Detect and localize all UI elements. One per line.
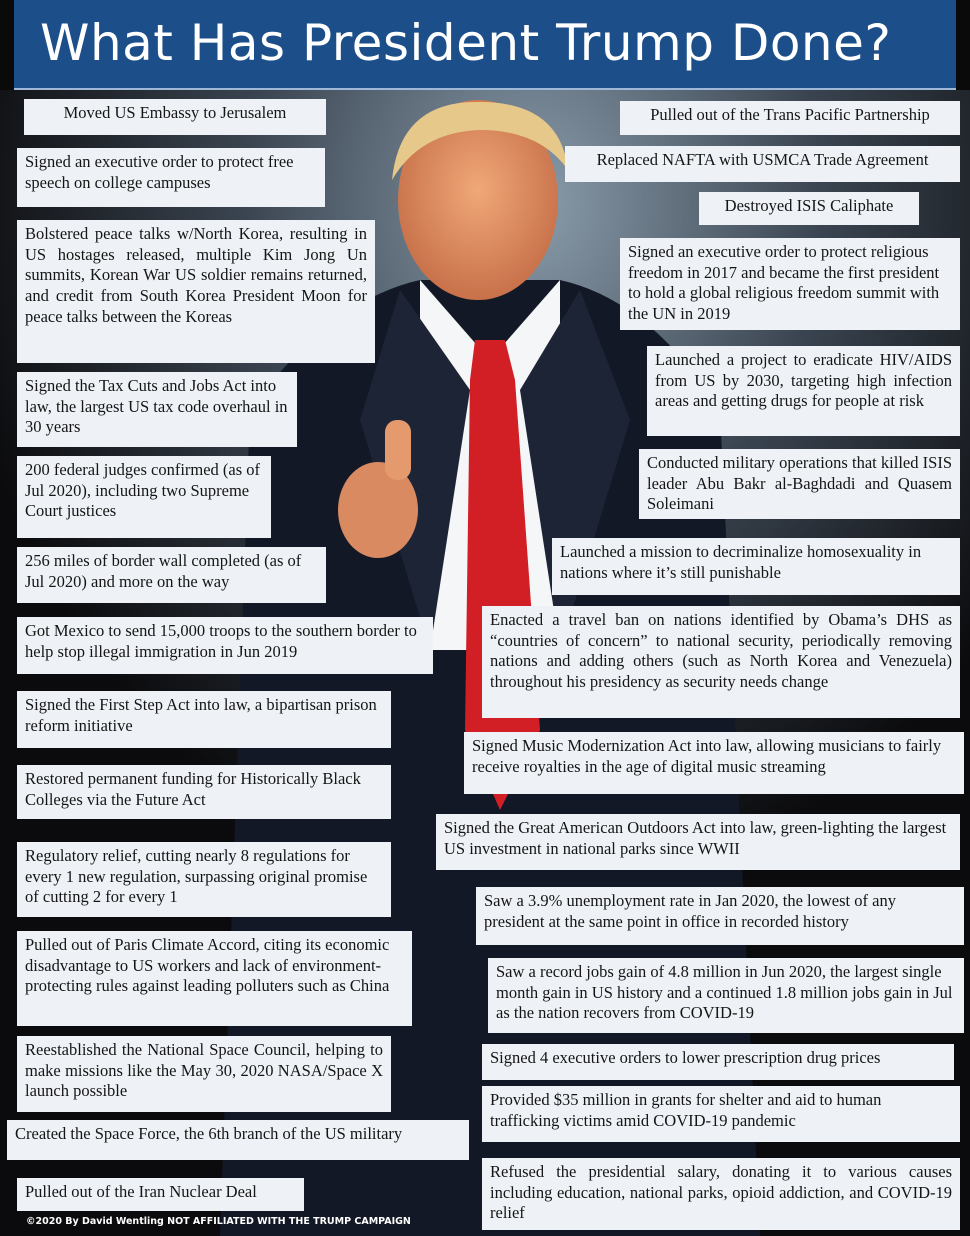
accomplishment-box-left-1	[24, 99, 326, 135]
accomplishment-box-right-11	[476, 887, 964, 945]
accomplishment-text: Destroyed ISIS Caliphate	[724, 196, 894, 215]
accomplishment-box-left-6	[17, 547, 326, 603]
accomplishment-box-right-5	[647, 346, 960, 436]
accomplishment-box-right-7	[552, 538, 960, 595]
accomplishment-text: Regulatory relief, cutting nearly 8 regulations for every 1 new regulation, surpassing original promise of cutting 2 for every 1	[25, 846, 368, 907]
accomplishment-box-left-2	[17, 148, 325, 207]
accomplishment-text: Got Mexico to send 15,000 troops to the southern border to help stop illegal immigration in Jun 2019	[25, 621, 417, 661]
accomplishment-box-left-11	[17, 931, 412, 1026]
accomplishment-text: Launched a project to eradicate HIV/AIDS from US by 2030, targeting high infection areas and getting drugs for people at risk	[655, 350, 952, 411]
accomplishment-text: Signed the Great American Outdoors Act into law, green-lighting the largest US investment in national parks since WWII	[444, 818, 947, 858]
accomplishment-text: Signed the Tax Cuts and Jobs Act into law, the largest US tax code overhaul in 30 years	[25, 376, 288, 437]
accomplishment-box-right-8	[482, 606, 960, 718]
accomplishment-text: Enacted a travel ban on nations identified by Obama’s DHS as “countries of concern” to national security, periodically removing nations and adding others (such as North Korea and Venezuela) throughout his presidency as security needs change	[490, 610, 952, 692]
accomplishment-text: Launched a mission to decriminalize homosexuality in nations where it’s still punishable	[560, 542, 922, 582]
accomplishment-text: Conducted military operations that killed ISIS leader Abu Bakr al-Baghdadi and Quasem Soleimani	[647, 453, 952, 514]
copyright-notice: ©2020 By David Wentling NOT AFFILIATED WITH THE TRUMP CAMPAIGN	[26, 1216, 411, 1227]
accomplishment-text: Signed the First Step Act into law, a bipartisan prison reform initiative	[25, 695, 377, 735]
accomplishment-text: Pulled out of the Trans Pacific Partnership	[650, 105, 930, 124]
accomplishment-text: Replaced NAFTA with USMCA Trade Agreement	[596, 150, 929, 169]
accomplishment-box-right-6	[639, 449, 960, 519]
accomplishment-box-left-10	[17, 842, 391, 917]
accomplishment-text: Signed an executive order to protect religious freedom in 2017 and became the first president to hold a global religious freedom summit with the UN in 2019	[628, 242, 940, 324]
accomplishment-box-left-8	[17, 691, 391, 748]
accomplishment-box-right-1	[620, 101, 960, 135]
accomplishment-text: Pulled out of Paris Climate Accord, citing its economic disadvantage to US workers and lack of environment-protecting rules against leading polluters such as China	[25, 935, 390, 996]
accomplishment-text: Bolstered peace talks w/North Korea, resulting in US hostages released, multiple Kim Jong Un summits, Korean War US soldier remains returned, and credit from South Korea President Moon for peace talks between the Koreas	[25, 224, 367, 326]
accomplishment-text: Refused the presidential salary, donating it to various causes including education, national parks, opioid addiction, and COVID-19 relief	[490, 1162, 952, 1223]
accomplishment-text: Provided $35 million in grants for shelter and aid to human trafficking victims amid COVID-19 pandemic	[490, 1090, 882, 1130]
accomplishment-box-right-2	[565, 146, 960, 182]
accomplishment-box-right-13	[482, 1044, 954, 1080]
accomplishment-box-left-9	[17, 765, 391, 819]
accomplishment-box-left-3	[17, 220, 375, 363]
accomplishment-text: Signed Music Modernization Act into law, allowing musicians to fairly receive royalties in the age of digital music streaming	[472, 736, 942, 776]
accomplishment-text: Signed an executive order to protect free speech on college campuses	[25, 152, 294, 192]
accomplishment-box-right-9	[464, 732, 964, 794]
accomplishment-text: Saw a record jobs gain of 4.8 million in Jun 2020, the largest single month gain in US history and a continued 1.8 million jobs gain in Jul as the nation recovers from COVID-19	[496, 962, 953, 1023]
accomplishment-box-left-5	[17, 456, 271, 538]
accomplishment-text: Restored permanent funding for Historically Black Colleges via the Future Act	[25, 769, 361, 809]
accomplishment-text: Signed 4 executive orders to lower prescription drug prices	[490, 1048, 881, 1067]
accomplishment-text: 200 federal judges confirmed (as of Jul 2020), including two Supreme Court justices	[25, 460, 261, 521]
accomplishment-box-left-7	[17, 617, 433, 674]
accomplishment-box-left-12	[17, 1036, 391, 1112]
title-banner	[14, 0, 956, 90]
accomplishment-box-right-4	[620, 238, 960, 330]
accomplishment-text: Saw a 3.9% unemployment rate in Jan 2020, the lowest of any president at the same point in office in recorded history	[484, 891, 896, 931]
accomplishment-box-right-10	[436, 814, 960, 870]
page-title: What Has President Trump Done?	[40, 14, 892, 72]
accomplishment-box-right-15	[482, 1158, 960, 1230]
accomplishment-text: Pulled out of the Iran Nuclear Deal	[25, 1182, 257, 1201]
accomplishment-box-left-13	[7, 1120, 469, 1160]
accomplishment-text: Moved US Embassy to Jerusalem	[63, 103, 287, 122]
accomplishment-box-right-12	[488, 958, 964, 1033]
accomplishment-text: 256 miles of border wall completed (as of Jul 2020) and more on the way	[25, 551, 302, 591]
accomplishment-box-left-4	[17, 372, 297, 447]
accomplishment-box-left-14	[17, 1178, 304, 1211]
accomplishment-text: Created the Space Force, the 6th branch of the US military	[15, 1124, 403, 1143]
accomplishment-box-right-3	[699, 192, 919, 225]
accomplishment-box-right-14	[482, 1086, 960, 1142]
accomplishment-text: Reestablished the National Space Council, helping to make missions like the May 30, 2020 NASA/Space X launch possible	[25, 1040, 383, 1101]
